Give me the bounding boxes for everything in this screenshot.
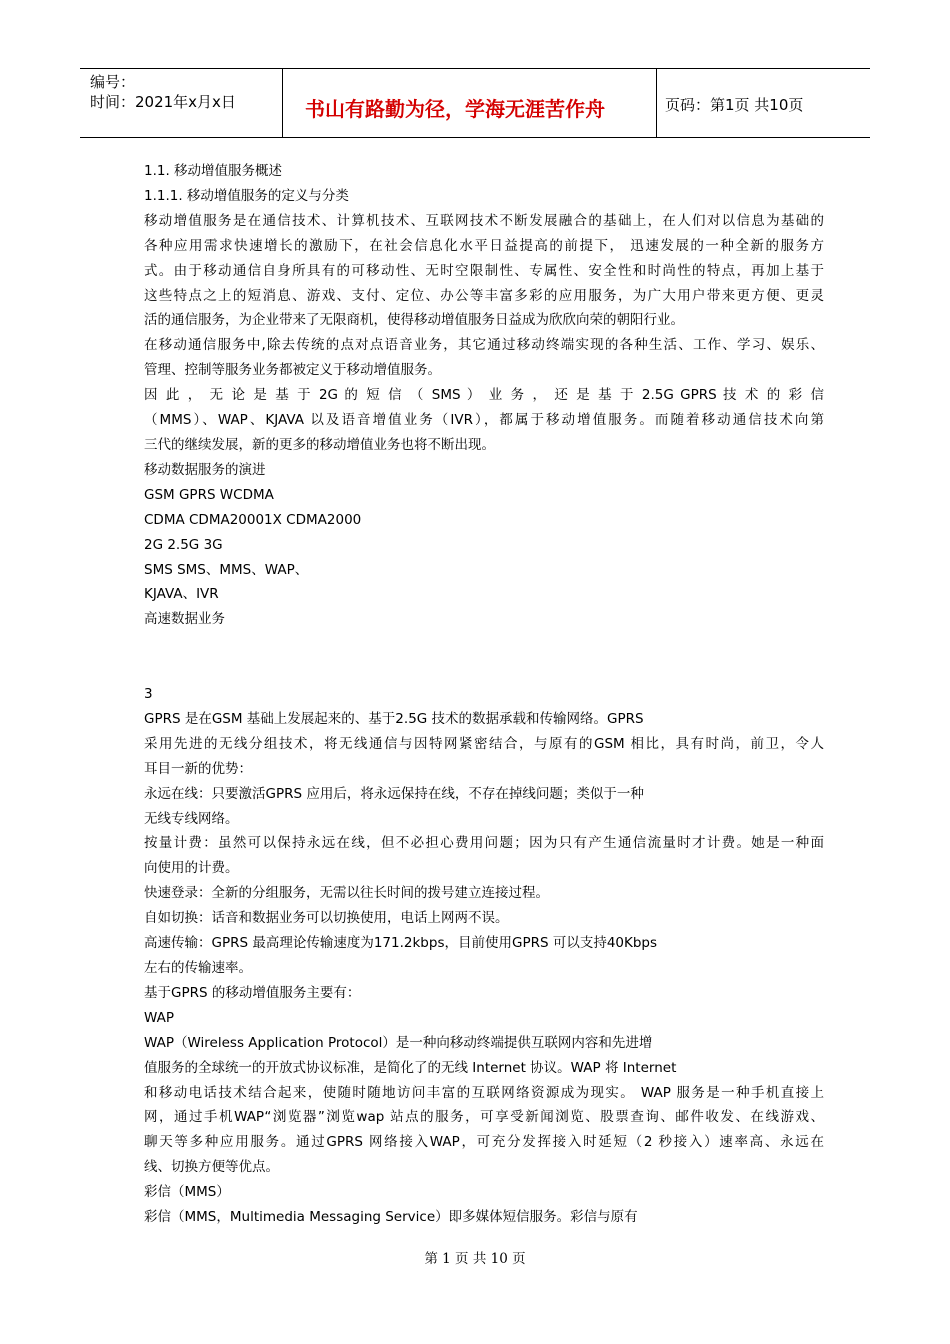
body-text-line: 1.1.1. 移动增值服务的定义与分类	[144, 187, 349, 204]
body-text-line: 左右的传输速率。	[144, 959, 252, 976]
body-text-line: 2G 2.5G 3G	[144, 536, 223, 553]
body-text-line: 采用先进的无线分组技术，将无线通信与因特网紧密结合，与原有的GSM 相比，具有时尚，前卫，令人	[144, 735, 824, 752]
body-text-line: （MMS）、WAP、KJAVA 以及语音增值业务（IVR），都属于移动增值服务。而随着移动通信技术向第	[144, 412, 824, 429]
body-text-line: 移动增值服务是在通信技术、计算机技术、互联网技术不断发展融合的基础上，在人们对以信息为基础的	[144, 212, 824, 229]
body-text-line: 线、切换方便等优点。	[144, 1159, 279, 1176]
document-number-label: 编号：	[90, 73, 136, 91]
body-text-line: 聊天等多种应用服务。通过GPRS 网络接入WAP，可充分发挥接入时延短（2 秒接入）速率高、永远在	[144, 1134, 824, 1151]
body-text-line: 耳目一新的优势：	[144, 760, 252, 777]
blank-line	[144, 657, 824, 682]
body-text-line: 管理、控制等服务业务都被定义于移动增值服务。	[144, 362, 441, 379]
header-meta-cell	[80, 69, 283, 137]
header-motto-cell	[283, 69, 657, 137]
body-text-line: 高速传输：GPRS 最高理论传输速度为171.2kbps，目前使用GPRS 可以支持40Kbps	[144, 935, 658, 952]
body-text-line: 向使用的计费。	[144, 860, 239, 877]
body-text-line: 彩信（MMS，Multimedia Messaging Service）即多媒体短信服务。彩信与原有	[144, 1209, 638, 1226]
body-text-line: 快速登录：全新的分组服务，无需以往长时间的拨号建立连接过程。	[144, 885, 549, 902]
body-text-line: 自如切换：话音和数据业务可以切换使用，电话上网两不误。	[144, 910, 509, 927]
document-header	[80, 68, 870, 138]
body-text-line: 因 此 ， 无 论 是 基 于 2G 的 短 信 （ SMS ） 业 务 ， 还 是 基 于 2.5G GPRS 技 术 的 彩 信	[144, 387, 824, 404]
body-text-line: 永远在线：只要激活GPRS 应用后，将永远保持在线，不存在掉线问题；类似于一种	[144, 785, 644, 802]
body-text-line: 高速数据业务	[144, 611, 225, 628]
header-page-cell	[657, 69, 869, 137]
header-motto: 书山有路勤为径，学海无涯苦作舟	[305, 97, 605, 121]
body-text-line: 基于GPRS 的移动增值服务主要有：	[144, 984, 361, 1001]
blank-line	[144, 632, 824, 657]
page-footer: 第 1 页 共 10 页	[424, 1251, 526, 1267]
body-text-line: 式。由于移动通信自身所具有的可移动性、无时空限制性、专属性、安全性和时尚性的特点，再加上基于	[144, 262, 824, 279]
body-text-line: WAP	[144, 1009, 174, 1026]
body-text-line: 在移动通信服务中,除去传统的点对点语音业务，其它通过移动终端实现的各种生活、工作、学习、娱乐、	[144, 337, 824, 354]
body-text-line: KJAVA、IVR	[144, 586, 219, 603]
body-text-line: 各种应用需求快速增长的激励下，在社会信息化水平日益提高的前提下， 迅速发展的一种全新的服务方	[144, 237, 824, 254]
body-text-line: CDMA CDMA20001X CDMA2000	[144, 511, 362, 528]
body-text-line: 三代的继续发展，新的更多的移动增值业务也将不断出现。	[144, 436, 495, 453]
body-text-line: WAP（Wireless Application Protocol）是一种向移动终端提供互联网内容和先进增	[144, 1034, 653, 1051]
body-text-line: GSM GPRS WCDMA	[144, 486, 274, 503]
body-text-line: 按量计费：虽然可以保持永远在线，但不必担心费用问题；因为只有产生通信流量时才计费。她是一种面	[144, 835, 824, 852]
document-body	[144, 159, 824, 1230]
header-page-info: 页码：第1页 共10页	[665, 96, 804, 114]
body-text-line: 和移动电话技术结合起来，使随时随地访问丰富的互联网络资源成为现实。 WAP 服务是一种手机直接上	[144, 1084, 824, 1101]
body-text-line: GPRS 是在GSM 基础上发展起来的、基于2.5G 技术的数据承载和传输网络。GPRS	[144, 710, 644, 727]
body-text-line: 彩信（MMS）	[144, 1184, 230, 1201]
body-text-line: 网，通过手机WAP“浏览器”浏览wap 站点的服务，可享受新闻浏览、股票查询、邮件收发、在线游戏、	[144, 1109, 824, 1126]
body-text-line: 移动数据服务的演进	[144, 461, 266, 478]
body-text-line: 无线专线网络。	[144, 810, 239, 827]
document-time-label: 时间：2021年x月x日	[90, 93, 236, 111]
body-text-line: SMS SMS、MMS、WAP、	[144, 561, 309, 578]
body-text-line: 3	[144, 686, 153, 702]
body-text-line: 1.1. 移动增值服务概述	[144, 163, 283, 179]
body-text-line: 这些特点之上的短消息、游戏、支付、定位、办公等丰富多彩的应用服务，为广大用户带来更方便、更灵	[144, 287, 824, 304]
body-text-line: 活的通信服务，为企业带来了无限商机，使得移动增值服务日益成为欣欣向荣的朝阳行业。	[144, 312, 684, 329]
body-text-line: 值服务的全球统一的开放式协议标准，是简化了的无线 Internet 协议。WAP 将 Internet	[144, 1059, 677, 1076]
